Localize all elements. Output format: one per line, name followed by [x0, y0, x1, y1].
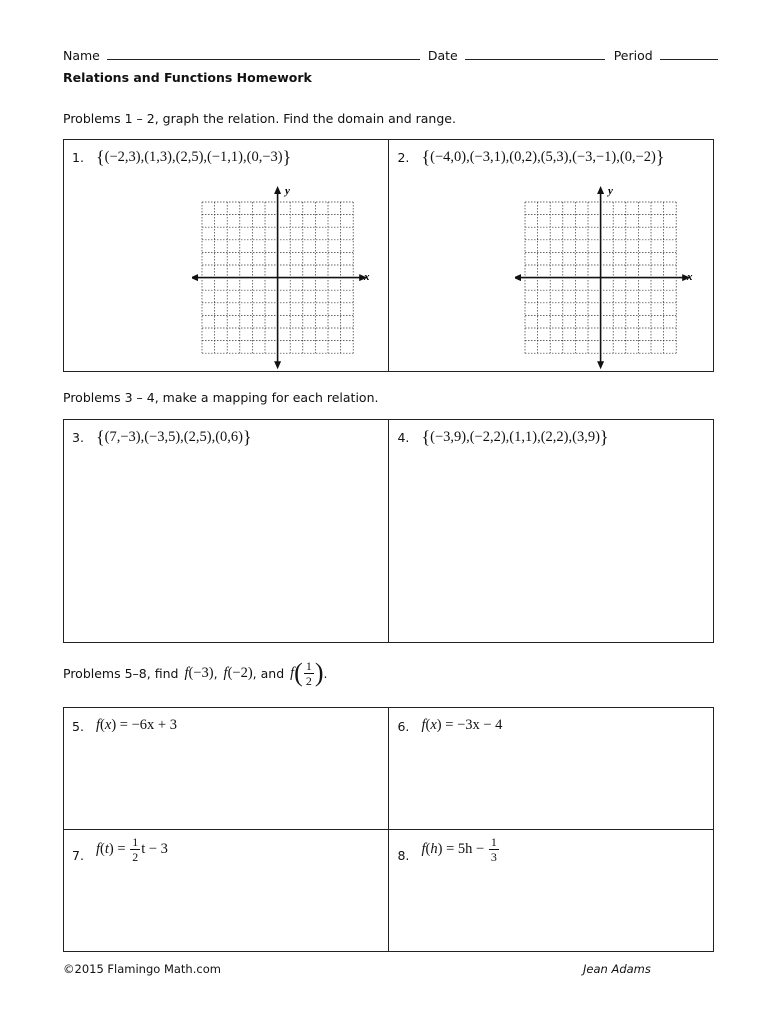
- name-label: Name: [63, 48, 100, 63]
- equals-sign: =: [117, 841, 126, 857]
- problem-number: 8.: [397, 848, 410, 863]
- denominator: 2: [132, 850, 139, 864]
- denominator: 2: [305, 673, 312, 688]
- variable: x: [104, 717, 112, 733]
- problem-8-cell: [389, 830, 714, 952]
- function-name: f: [421, 841, 426, 857]
- function-name: f: [290, 664, 295, 681]
- argument: (−3): [188, 664, 214, 681]
- function-rule-tail: t − 3: [141, 841, 168, 857]
- author-footer: Jean Adams: [583, 962, 651, 976]
- fraction: [130, 836, 140, 863]
- relation-pairs: (−2,3),(1,3),(2,5),(−1,1),(0,−3): [104, 149, 283, 165]
- y-axis-up-arrow: [598, 186, 605, 194]
- y-axis-down-arrow: [598, 361, 605, 369]
- separator: ,: [213, 665, 218, 681]
- numerator: 1: [132, 835, 139, 849]
- problem-6-cell: [389, 708, 714, 830]
- instruction-evaluate: [63, 656, 328, 690]
- function-name: f: [96, 717, 101, 733]
- coordinate-grid: [192, 184, 382, 372]
- name-blank: [107, 48, 420, 60]
- left-brace: {: [96, 147, 105, 167]
- problem-number: 7.: [72, 848, 84, 863]
- date-blank: [465, 48, 605, 60]
- problem-7-cell: [64, 830, 389, 952]
- y-axis-label: y: [608, 185, 614, 197]
- y-axis-down-arrow: [274, 361, 281, 369]
- fraction-one-half: [304, 660, 314, 687]
- relation-set: [421, 147, 664, 168]
- problem-number: 1.: [72, 150, 84, 165]
- function-rule-head: = 5h −: [446, 841, 485, 857]
- x-axis-label: x: [364, 271, 370, 283]
- page-title: Relations and Functions Homework: [63, 70, 312, 85]
- period-blank: [660, 48, 718, 60]
- relation-set: [96, 147, 291, 168]
- header-fields: [63, 48, 708, 66]
- right-brace: }: [599, 427, 609, 447]
- period: .: [323, 665, 328, 681]
- left-paren: (: [294, 658, 303, 687]
- function-name: f: [96, 841, 101, 857]
- y-axis-up-arrow: [274, 186, 281, 194]
- argument: (−2): [227, 664, 253, 681]
- and-word: , and: [252, 665, 285, 681]
- problem-1-cell: [64, 140, 389, 372]
- x-axis-left-arrow: [192, 274, 198, 281]
- right-brace: }: [655, 147, 665, 167]
- instruction-mapping: Problems 3 – 4, make a mapping for each relation.: [63, 390, 379, 405]
- x-axis-label: x: [687, 271, 693, 283]
- function-name: f: [421, 717, 426, 733]
- graphing-problems-table: [63, 139, 714, 372]
- relation-pairs: (7,−3),(−3,5),(2,5),(0,6): [104, 429, 243, 445]
- variable: t: [104, 841, 109, 857]
- function-definition: f(x) = −3x − 4: [421, 717, 503, 733]
- copyright-footer: ©2015 Flamingo Math.com: [63, 962, 221, 976]
- problem-number: 2.: [397, 150, 410, 165]
- problem-number: 6.: [397, 719, 410, 734]
- grid-lines: [192, 186, 367, 369]
- instruction-prefix: Problems 5–8, find: [63, 665, 179, 681]
- period-label: Period: [613, 48, 653, 63]
- f-of-neg3: [184, 665, 213, 682]
- function-rule: = −6x + 3: [119, 717, 177, 733]
- function-problems-table: [63, 707, 714, 952]
- y-axis-label: y: [285, 185, 290, 197]
- numerator: 1: [305, 658, 312, 673]
- instruction-graphing: Problems 1 – 2, graph the relation. Find the domain and range.: [63, 111, 456, 126]
- f-of-neg2: [224, 665, 253, 682]
- f-of-half: [290, 658, 323, 688]
- mapping-problems-table: [63, 419, 714, 643]
- relation-pairs: (−4,0),(−3,1),(0,2),(5,3),(−3,−1),(0,−2): [430, 149, 656, 165]
- date-label: Date: [427, 48, 458, 63]
- relation-set: [96, 427, 252, 448]
- fraction: [489, 836, 499, 863]
- denominator: 3: [490, 850, 497, 864]
- function-definition: f ( h ) = 5h − $\frac{1}{3}$: [421, 835, 497, 864]
- function-definition: f(x) = −6x + 3: [96, 717, 177, 733]
- numerator: 1: [490, 835, 497, 849]
- left-brace: {: [421, 427, 431, 447]
- coordinate-grid: [515, 184, 705, 372]
- relation-pairs: (−3,9),(−2,2),(1,1),(2,2),(3,9): [430, 429, 600, 445]
- problem-2-cell: [389, 140, 714, 372]
- right-brace: }: [243, 427, 252, 447]
- function-name: f: [223, 664, 228, 681]
- problem-number: 5.: [72, 719, 84, 734]
- right-paren: ): [314, 658, 324, 687]
- problem-5-cell: [64, 708, 389, 830]
- problem-number: 4.: [397, 430, 410, 445]
- x-axis-left-arrow: [515, 274, 521, 281]
- variable: x: [430, 717, 437, 733]
- problem-4-cell: [389, 420, 714, 643]
- grid-lines: [515, 186, 690, 369]
- function-name: f: [184, 664, 189, 681]
- function-rule: = −3x − 4: [445, 717, 503, 733]
- right-brace: }: [282, 147, 292, 167]
- problem-number: 3.: [72, 430, 84, 445]
- problem-3-cell: [64, 420, 389, 643]
- function-definition: f ( t ) = $\frac{1}{2}$ t − 3: [96, 835, 168, 864]
- left-brace: {: [96, 427, 105, 447]
- relation-set: [421, 427, 608, 448]
- variable: h: [430, 841, 438, 857]
- left-brace: {: [421, 147, 431, 167]
